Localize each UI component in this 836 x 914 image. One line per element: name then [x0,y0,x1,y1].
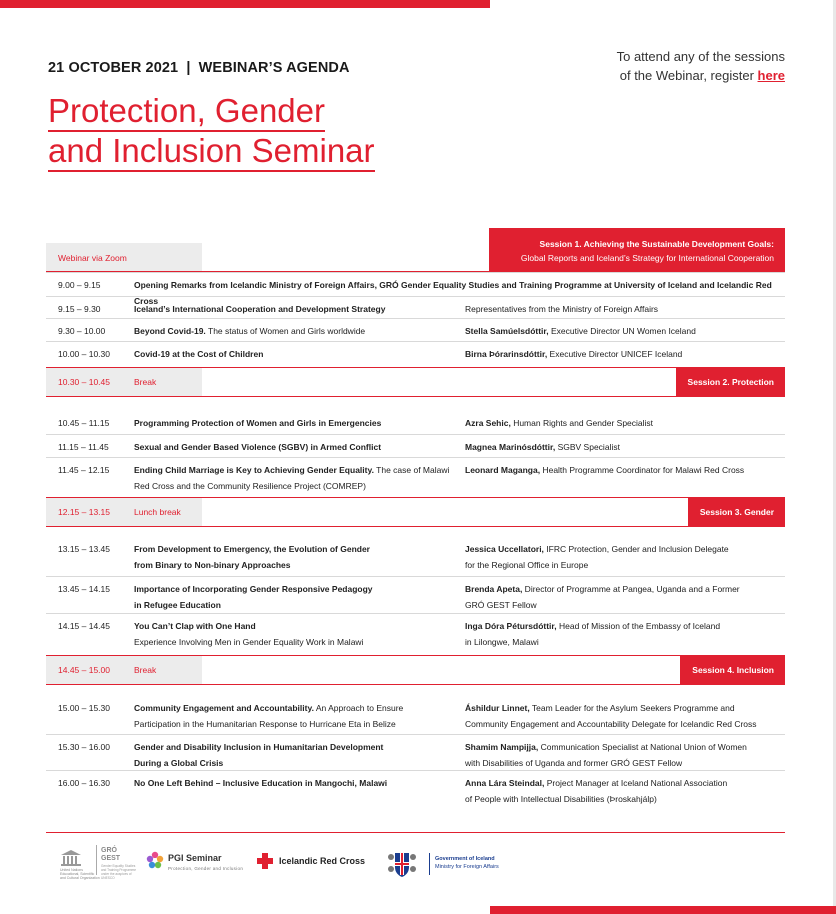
row-time: 9.00 – 9.15 [58,280,101,290]
webinar-label: Webinar via Zoom [58,253,127,263]
webinar-chip [46,243,202,271]
session-1-title: Session 1. Achieving the Sustainable Development Goals: [539,239,774,249]
row-subject [134,619,454,650]
row-speaker [465,440,785,456]
subject-bold: Ending Child Marriage is Key to Achieving Gender Equality. [134,465,374,475]
agenda-label: WEBINAR’S AGENDA [198,60,350,76]
row-subject: Programming Protection of Women and Girls in Emergencies [134,418,382,428]
speaker-line-2: in Lilongwe, Malawi [465,636,539,647]
row-speaker [465,324,785,340]
break-row [46,498,785,526]
speaker-role: Health Programme Coordinator for Malawi Red Cross [540,465,745,475]
row-speaker [465,740,785,771]
speaker-role: Head of Mission of the Embassy of Iceland [556,621,721,631]
partner-logos [46,832,785,882]
event-date: 21 OCTOBER 2021 [48,60,179,76]
gro-bottom: GEST [101,855,121,862]
row-subject [134,740,454,771]
table-row [46,318,785,341]
bottom-accent-bar [490,906,836,914]
spacer [46,685,785,696]
speaker-name: Áshildur Linnet, [465,703,530,713]
row-subject [134,324,454,340]
row-subject: Sexual and Gender Based Violence (SGBV) in Armed Conflict [134,442,382,452]
row-speaker [465,582,785,613]
spacer [46,527,785,537]
gro-top: GRÓ [101,847,117,854]
speaker-role: Executive Director UN Women Iceland [548,326,696,336]
break-time: 12.15 – 13.15 [58,507,110,517]
table-row [46,457,785,497]
speaker-role: Director of Programme at Pangea, Uganda and a Former [522,584,740,594]
speaker-role: Human Rights and Gender Specialist [510,418,654,428]
row-subject: Iceland’s International Cooperation and Development Strategy [134,304,386,314]
red-cross-logo [257,845,377,877]
speaker-name: Leonard Maganga, [465,465,541,475]
break-label: Break [134,665,157,675]
speaker-line-2: with Disabilities of Uganda and former GRÓ GEST Fellow [465,757,683,768]
row-speaker [465,542,785,573]
speaker-name: Magnea Marinósdóttir, [465,442,556,452]
session-2-label: Session 2. Protection [676,368,785,396]
red-cross-icon [257,853,273,869]
speaker-name: Inga Dóra Pétursdóttir, [465,621,557,631]
row-time: 13.45 – 14.15 [58,584,110,594]
speaker-line-2: for the Regional Office in Europe [465,559,589,570]
speaker-name: Stella Samúelsdóttir, [465,326,549,336]
row-subject: No One Left Behind – Inclusive Education in Mangochi, Malawi [134,778,388,788]
gov-name: Government of Iceland [435,856,495,862]
break-time: 14.45 – 15.00 [58,665,110,675]
gro-mark [101,847,120,863]
subject-bold: Beyond Covid-19. [134,326,206,336]
unesco-text: United Nations Educational, Scientific and Cultural Organization [60,868,100,880]
speaker-name: Birna Þórarinsdóttir, [465,349,548,359]
speaker-name: Azra Sehic, [465,418,511,428]
pgi-name: PGI Seminar [168,853,222,863]
title-line-2: and Inclusion Seminar [48,132,375,172]
row-time: 16.00 – 16.30 [58,778,110,788]
subject-rest: An Approach to Ensure [313,703,404,713]
session-1-subtitle: Global Reports and Iceland’s Strategy for International Cooperation [520,253,774,263]
row-speaker [465,619,785,650]
row-speaker [465,416,785,432]
subject-line-2: Participation in the Humanitarian Response to Hurricane Eta in Belize [134,718,396,729]
table-row [46,696,785,734]
table-row [46,576,785,613]
page-title [48,92,428,172]
table-row [46,613,785,655]
subject-bold: Community Engagement and Accountability. [134,703,314,713]
speaker-line-2: GRÓ GEST Fellow [465,599,537,610]
subject-line-1: Importance of Incorporating Gender Responsive Pedagogy [134,584,373,594]
speaker-name: Anna Lára Steindal, [465,778,545,788]
speaker-name: Jessica Uccellatori, [465,544,544,554]
flower-icon [146,851,164,869]
register-note [617,47,785,85]
break-label: Break [134,377,157,387]
speaker-role: Team Leader for the Asylum Seekers Programme and [529,703,735,713]
subject-rest: The status of Women and Girls worldwide [205,326,366,336]
row-subject [134,463,454,494]
subject-line-1: You Can’t Clap with One Hand [134,621,256,631]
row-time: 10.45 – 11.15 [58,418,110,428]
break-time: 10.30 – 10.45 [58,377,110,387]
date-divider: | [186,60,191,76]
row-speaker [465,701,785,732]
row-speaker: Representatives from the Ministry of Foreign Affairs [465,304,659,314]
subject-rest: The case of Malawi Red Cross and the Community Resilience Project (COMREP) [134,465,450,491]
row-subject [134,701,454,732]
red-cross-name: Icelandic Red Cross [279,856,366,866]
row-time: 10.00 – 10.30 [58,349,110,359]
row-time: 13.15 – 13.45 [58,544,110,554]
row-time: 9.15 – 9.30 [58,304,101,314]
speaker-role: Communication Specialist at National Union of Women [538,742,747,752]
subject-line-1: From Development to Emergency, the Evolution of Gender [134,544,370,554]
row-subject: Opening Remarks from Icelandic Ministry of Foreign Affairs, GRÓ Gender Equality Studies and Training Programme at University of Iceland and Icelandic Red Cross [134,280,772,306]
session-1-header [46,228,785,271]
table-row [46,411,785,434]
subject-line-2: Experience Involving Men in Gender Equality Work in Malawi [134,636,364,647]
subject-line-1: Gender and Disability Inclusion in Humanitarian Development [134,742,384,752]
speaker-role: IFRC Protection, Gender and Inclusion Delegate [543,544,729,554]
speaker-role: Executive Director UNICEF Iceland [547,349,683,359]
register-text-2: of the Webinar, register [619,68,754,83]
break-label: Lunch break [134,507,181,517]
row-time: 11.45 – 12.15 [58,465,110,475]
row-time: 15.00 – 15.30 [58,703,110,713]
session-1-title-box [489,228,785,271]
ministry-name: Ministry for Foreign Affairs [435,864,499,870]
break-row [46,368,785,396]
row-speaker [465,776,785,807]
session-4-label: Session 4. Inclusion [680,656,785,684]
table-row [46,296,785,318]
speaker-line-2: of People with Intellectual Disabilities (Þroskahjálp) [465,793,657,804]
row-time: 14.15 – 14.45 [58,621,110,631]
table-row [46,537,785,576]
row-time: 9.30 – 10.00 [58,326,106,336]
pgi-seminar-logo [146,845,246,877]
table-row [46,434,785,457]
row-subject [134,542,454,573]
row-subject [134,582,454,613]
row-speaker [465,347,785,363]
row-time: 11.15 – 11.45 [58,442,109,452]
speaker-role: SGBV Specialist [555,442,620,452]
row-speaker [465,463,785,479]
logo-divider [96,845,97,875]
coat-of-arms-icon [387,847,417,879]
spacer [46,397,785,411]
title-line-1: Protection, Gender [48,92,325,132]
subject-line-2: from Binary to Non-binary Approaches [134,559,291,570]
table-row [46,734,785,770]
subject-line-2: During a Global Crisis [134,757,224,768]
pgi-subtitle: Protection, Gender and Inclusion [168,866,244,871]
table-row [46,272,785,306]
break-row [46,656,785,684]
government-of-iceland-logo [387,845,527,881]
session-3-label: Session 3. Gender [688,498,785,526]
unesco-gro-logo [60,845,138,880]
table-row [46,770,785,810]
row-subject: Covid-19 at the Cost of Children [134,349,264,359]
logo-divider [429,853,430,875]
unesco-temple-icon [60,849,82,867]
register-link[interactable]: here [757,68,785,83]
speaker-line-2: Community Engagement and Accountability Delegate for Icelandic Red Cross [465,718,757,729]
top-accent-bar [0,0,490,8]
speaker-role: Project Manager at Iceland National Association [544,778,728,788]
speaker-name: Brenda Apeta, [465,584,523,594]
speaker-name: Shamim Nampijja, [465,742,539,752]
table-row [46,341,785,367]
event-date-line [48,60,350,76]
agenda-table [46,228,785,810]
register-text-1: To attend any of the sessions [616,49,785,64]
gro-text: Gender Equality Studies and Training Programme under the auspices of UNESCO [101,864,137,880]
row-time: 15.30 – 16.00 [58,742,110,752]
subject-line-2: in Refugee Education [134,599,221,610]
